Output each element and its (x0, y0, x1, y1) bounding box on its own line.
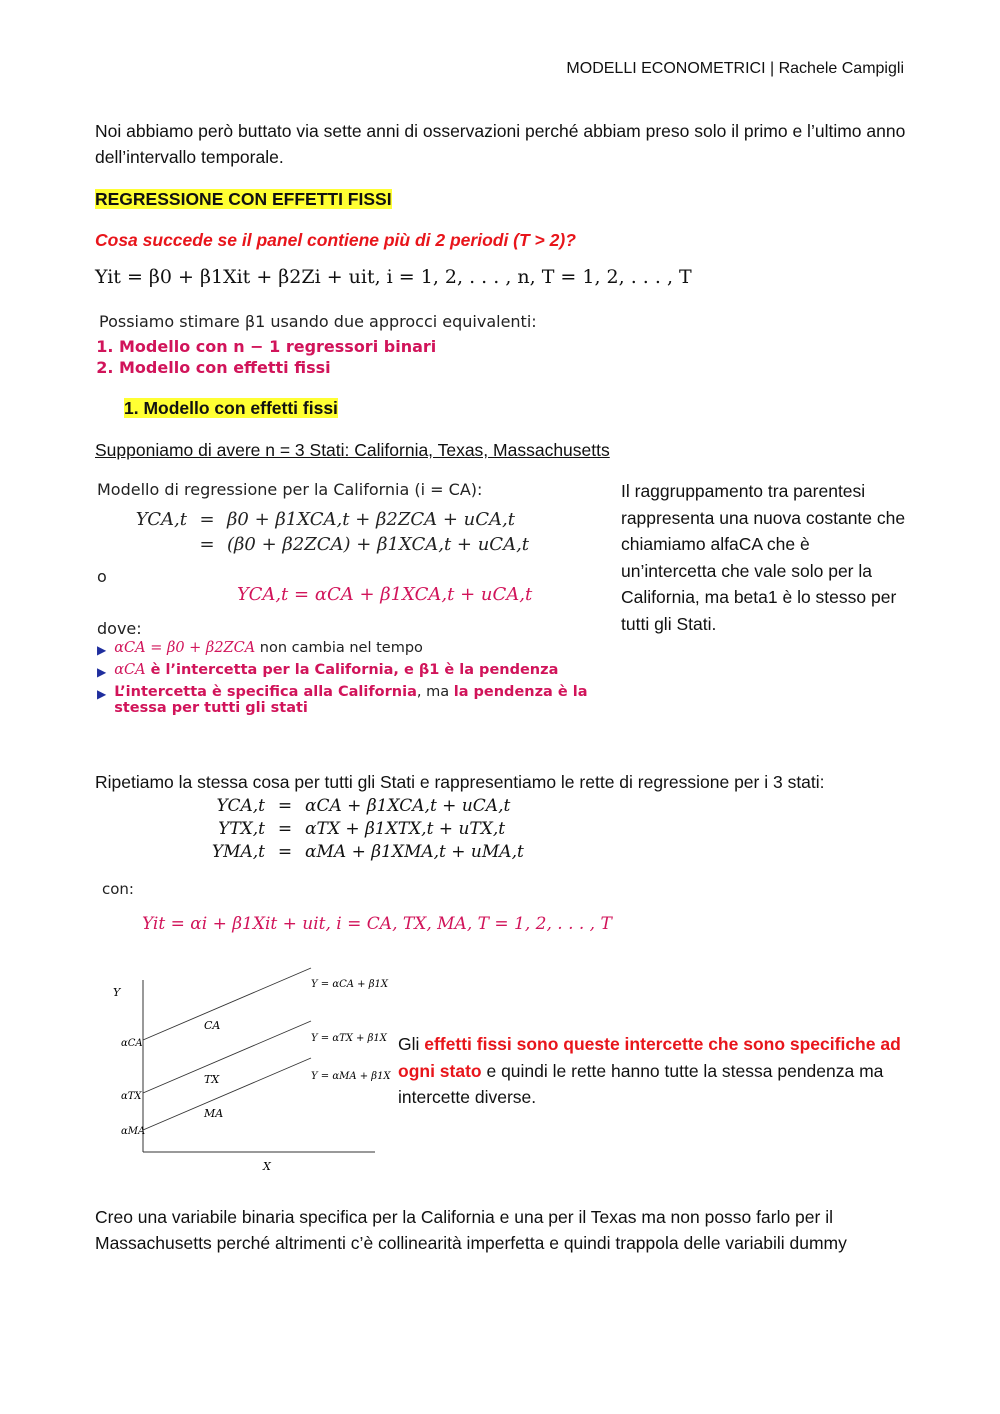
section-title-text: REGRESSIONE CON EFFETTI FISSI (95, 189, 392, 209)
regression-line-tx (143, 1021, 311, 1093)
x-axis-label: X (263, 1160, 271, 1173)
line-eq-ca: Y = αCA + β1X (311, 979, 388, 990)
equals-sign: = (277, 842, 293, 862)
ca-equations (97, 509, 607, 555)
ca-eq-row (97, 509, 607, 530)
line-eq-tx: Y = αTX + β1X (311, 1033, 387, 1044)
approach-item: 1. Modello con n − 1 regressori binari (119, 337, 699, 356)
triangle-bullet-icon: ▶ (97, 665, 107, 679)
page-header: MODELLI ECONOMETRICI | Rachele Campigli (566, 60, 904, 77)
state-eq-row (195, 796, 524, 816)
repeat-line: Ripetiamo la stessa cosa per tutti gli Stati e rappresentiamo le rette di regressione per i 3 stati: (95, 772, 825, 792)
main-equation (95, 266, 915, 288)
intercept-label-ca: αCA (121, 1038, 143, 1049)
fe-text-b: effetti fissi sono queste intercette che sono specifiche ad ogni stato (398, 1034, 901, 1081)
state-eq-rhs: αTX + β1XTX,t + uTX,t (305, 819, 506, 839)
state-eq-lhs: YTX,t (218, 819, 265, 839)
ca-eq-row (97, 534, 607, 555)
intro-paragraph: Noi abbiamo però buttato via sette anni di osservazioni perché abbiam preso solo il primo e l’ultimo anno dell’intervallo temporale. (95, 121, 906, 167)
state-equations (195, 796, 524, 862)
fixed-effects-figure (105, 960, 395, 1180)
subsection-title-text: 1. Modello con effetti fissi (124, 398, 338, 418)
section-title (95, 186, 915, 212)
regression-line-ca (143, 968, 311, 1040)
state-eq-row (195, 819, 524, 839)
main-equation-text: Yit = β0 + β1Xit + β2Zi + uit, i = 1, 2, . . . , n, T = 1, 2, . . . , T (95, 266, 692, 288)
bullet-item (97, 662, 607, 682)
ca-eq-alpha: YCA,t = αCA + β1XCA,t + uCA,t (237, 584, 533, 605)
state-eq-lhs: YCA,t (216, 796, 265, 816)
fixed-effects-text (398, 1031, 910, 1111)
state-eq-row (195, 842, 524, 862)
bullet-math: αCA = β0 + β2ZCA (114, 640, 256, 656)
bullet-text-c: la pendenza è la stessa per tutti gli stati (114, 684, 588, 716)
equals-sign: = (277, 796, 293, 816)
subsection-title (124, 398, 338, 419)
triangle-bullet-icon: ▶ (97, 687, 107, 701)
region-label-ma: MA (204, 1107, 224, 1120)
fe-text-a: Gli (398, 1034, 425, 1054)
bullet-item (97, 684, 607, 716)
state-eq-rhs: αCA + β1XCA,t + uCA,t (305, 796, 511, 816)
ca-eq-lhs: YCA,t (135, 509, 187, 530)
region-label-ca: CA (204, 1019, 221, 1032)
regression-line-ma (143, 1058, 311, 1130)
state-eq-lhs: YMA,t (211, 842, 265, 862)
y-axis-label: Y (113, 986, 121, 999)
question: Cosa succede se il panel contiene più di 2 periodi (T > 2)? (95, 230, 576, 250)
equals-sign: = (199, 534, 215, 555)
approach-item: 2. Modello con effetti fissi (119, 358, 699, 377)
line-eq-ma: Y = αMA + β1X (311, 1071, 391, 1082)
triangle-bullet-icon: ▶ (97, 643, 107, 657)
side-note: Il raggruppamento tra parentesi rappresenta una nuova costante che chiamiamo alfaCA che è un’intercetta che vale solo per la California, ma beta1 è lo stesso per tutti gli Stati. (621, 481, 906, 634)
or-label: o (97, 567, 107, 586)
bullets (97, 640, 607, 716)
state-eq-rhs: αMA + β1XMA,t + uMA,t (305, 842, 524, 862)
ca-eq-rhs-1: β0 + β1XCA,t + β2ZCA + uCA,t (227, 509, 515, 530)
bullet-item (97, 640, 607, 660)
closing-paragraph: Creo una variabile binaria specifica per la California e una per il Texas ma non posso farlo per il Massachusetts perché altrimenti c’è collinearità imperfetta e quindi trappola delle variabili dummy (95, 1207, 847, 1253)
intercept-label-tx: αTX (121, 1091, 142, 1102)
general-equation: Yit = αi + β1Xit + uit, i = CA, TX, MA, T = 1, 2, . . . , T (142, 914, 612, 934)
bullet-text-b: , ma (416, 684, 454, 700)
where-label: dove: (97, 619, 142, 638)
intercept-label-ma: αMA (121, 1126, 146, 1137)
states-line: Supponiamo di avere n = 3 Stati: California, Texas, Massachusetts (95, 440, 610, 460)
region-label-tx: TX (204, 1073, 220, 1086)
bullet-text: è l’intercetta per la California, e β1 è la pendenza (145, 662, 559, 678)
ca-eq-rhs-2: (β0 + β2ZCA) + β1XCA,t + uCA,t (227, 534, 530, 555)
equals-sign: = (277, 819, 293, 839)
approaches-block (99, 312, 699, 379)
equals-sign: = (199, 509, 215, 530)
bullet-text: non cambia nel tempo (255, 640, 423, 656)
approaches-intro: Possiamo stimare β1 usando due approcci equivalenti: (99, 312, 537, 331)
fe-text-c: e quindi le rette hanno tutte la stessa pendenza ma intercette diverse. (398, 1060, 884, 1107)
bullet-text-a: L’intercetta è specifica alla California (114, 684, 417, 700)
con-label: con: (102, 880, 134, 898)
approaches-list (99, 337, 699, 377)
ca-model-block (97, 480, 607, 718)
bullet-math: αCA (114, 662, 146, 678)
ca-model-title: Modello di regressione per la California (i = CA): (97, 480, 483, 499)
